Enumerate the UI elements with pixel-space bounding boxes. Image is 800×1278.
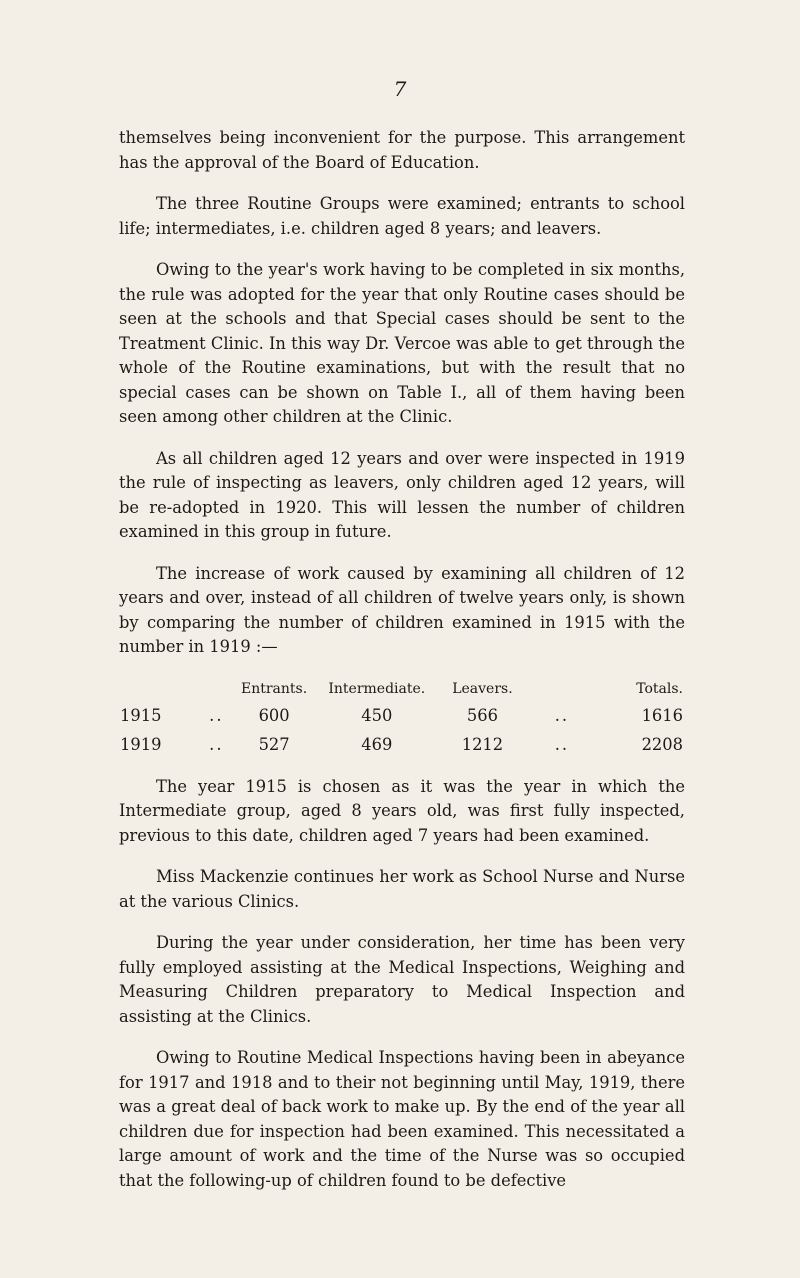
paragraph-school-nurse: Miss Mackenzie continues her work as School Nurse and Nurse at the various Clinics. xyxy=(119,867,685,911)
row-leavers: 1212 xyxy=(461,734,504,754)
table-header-row xyxy=(119,677,685,701)
row-entrants: 527 xyxy=(258,734,290,754)
paragraph-continuation: themselves being inconvenient for the purpose. This arrangement has the approval of the Board of Education. xyxy=(119,128,685,172)
row-entrants: 600 xyxy=(258,705,290,725)
paragraph-nurse-duties: During the year under consideration, her time has been very fully employed assisting at the Medical Inspections, Weighing and Measuring Children preparatory to Medical Inspection and assisting at the Clinics. xyxy=(119,933,685,1026)
leader-dots: .. xyxy=(554,705,570,725)
leader-dots: .. xyxy=(209,705,224,725)
row-leavers: 566 xyxy=(466,705,498,725)
header-intermediate: Intermediate. xyxy=(328,680,426,697)
table-row xyxy=(119,730,685,759)
row-intermediate: 469 xyxy=(361,734,393,754)
leader-dots: .. xyxy=(209,734,224,754)
examination-comparison-table xyxy=(119,677,685,759)
paragraph-year-1915: The year 1915 is chosen as it was the year in which the Intermediate group, aged 8 years old, was first fully inspected, previous to this date, children aged 7 years had been examined. xyxy=(119,776,685,845)
row-year: 1915 xyxy=(120,705,162,725)
row-total: 2208 xyxy=(641,734,683,754)
paragraph-leavers-rule: As all children aged 12 years and over were inspected in 1919 the rule of inspecting as leavers, only children aged 12 years, will be re-adopted in 1920. This will lessen the number of children examined in this group in future. xyxy=(119,448,685,541)
leader-dots: .. xyxy=(554,734,570,754)
table-row xyxy=(119,701,685,730)
paragraph-back-work: Owing to Routine Medical Inspections having been in abeyance for 1917 and 1918 and to their not beginning until May, 1919, there was a great deal of back work to make up. By the end of the year all children due for inspection had been examined. This necessitated a large amount of work and the time of the Nurse was so occupied that the following-up of children found to be defective xyxy=(119,1048,685,1190)
header-leavers: Leavers. xyxy=(452,680,513,697)
row-total: 1616 xyxy=(641,705,683,725)
header-totals: Totals. xyxy=(636,680,683,697)
header-entrants: Entrants. xyxy=(241,680,308,697)
body-text xyxy=(119,126,685,1210)
paragraph-six-months: Owing to the year's work having to be completed in six months, the rule was adopted for the year that only Routine cases should be seen at the schools and that Special cases should be sent to the Treatment Clinic. In this way Dr. Vercoe was able to get through the whole of the Routine examinations, but with the result that no special cases can be shown on Table I., all of them having been seen among other children at the Clinic. xyxy=(119,260,685,426)
paragraph-increase-of-work: The increase of work caused by examining all children of 12 years and over, instead of all children of twelve years only, is shown by comparing the number of children examined in 1915 with the number in 1919 :— xyxy=(119,563,685,656)
row-year: 1919 xyxy=(120,734,162,754)
row-intermediate: 450 xyxy=(361,705,393,725)
page-number: 7 xyxy=(393,77,407,101)
paragraph-routine-groups: The three Routine Groups were examined; entrants to school life; intermediates, i.e. children aged 8 years; and leavers. xyxy=(119,194,685,238)
